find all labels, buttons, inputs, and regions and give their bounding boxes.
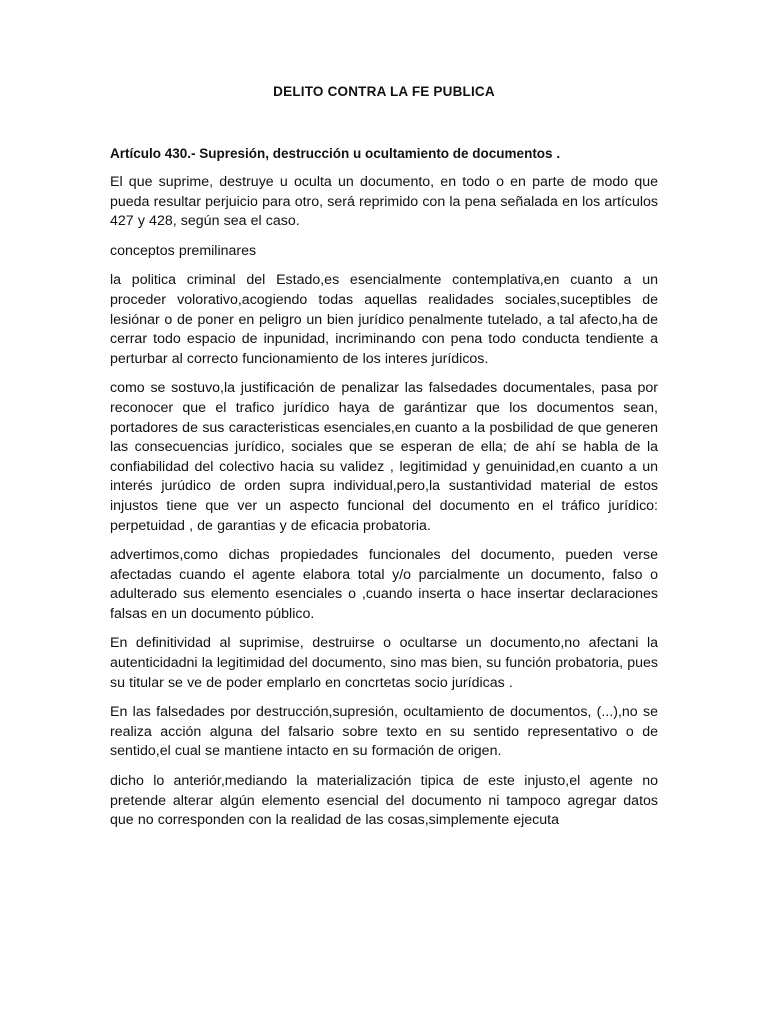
- document-body: [110, 173, 658, 841]
- paragraph: En las falsedades por destrucción,supresión, ocultamiento de documentos, (...),no se realiza acción alguna del falsario sobre texto en su sentido representativo o de sentido,el cual se mantiene intacto en su formación de origen.: [110, 704, 658, 760]
- document-title: DELITO CONTRA LA FE PUBLICA: [273, 84, 495, 99]
- paragraph: El que suprime, destruye u oculta un documento, en todo o en parte de modo que pueda resultar perjuicio para otro, será reprimido con la pena señalada en los artículos 427 y 428, según sea el caso.: [110, 174, 658, 230]
- paragraph: advertimos,como dichas propiedades funcionales del documento, pueden verse afectadas cuando el agente elabora total y/o parcialmente un documento, falso o adulterado sus elemento esenciales o ,cuando inserta o hace insertar declaraciones falsas en un documento público.: [110, 547, 658, 622]
- paragraph: En definitividad al suprimise, destruirse o ocultarse un documento,no afectani la autenticidadni la legitimidad del documento, sino mas bien, su función probatoria, pues su titular se ve de poder emplarlo en concrtetas socio jurídicas .: [110, 635, 658, 691]
- paragraph: como se sostuvo,la justificación de penalizar las falsedades documentales, pasa por reconocer que el trafico jurídico haya de garántizar que los documentos sean, portadores de sus caracteristicas esenciales,en cuanto a la posbilidad de que generen las consecuencias jurídico, sociales que se esperan de ella; de ahí se habla de la confiabilidad del colectivo hacia su validez , legitimidad y genuinidad,en cuanto a un interés jurúdico de orden supra individual,pero,la sustantividad material de estos injustos tiene que ver un aspecto funcional del documento en el tráfico jurídico: perpetuidad , de garantias y de eficacia probatoria.: [110, 380, 658, 534]
- article-heading: Artículo 430.- Supresión, destrucción u ocultamiento de documentos .: [110, 146, 561, 161]
- paragraph: dicho lo anteriór,mediando la materialización tipica de este injusto,el agente no pretende alterar algún elemento esencial del documento ni tampoco agregar datos que no corresponden con la realidad de las cosas,simplemente ejecuta: [110, 773, 658, 829]
- paragraph: la politica criminal del Estado,es esencialmente contemplativa,en cuanto a un proceder volorativo,acogiendo todas aquellas realidades sociales,suceptibles de lesiónar o de poner en peligro un bien jurídico penalmente tutelado, a tal afecto,ha de cerrar todo espacio de inpunidad, incriminando con pena todo conducta tendiente a perturbar al correcto funcionamiento de los interes jurídicos.: [110, 272, 658, 367]
- paragraph: conceptos premilinares: [110, 242, 257, 259]
